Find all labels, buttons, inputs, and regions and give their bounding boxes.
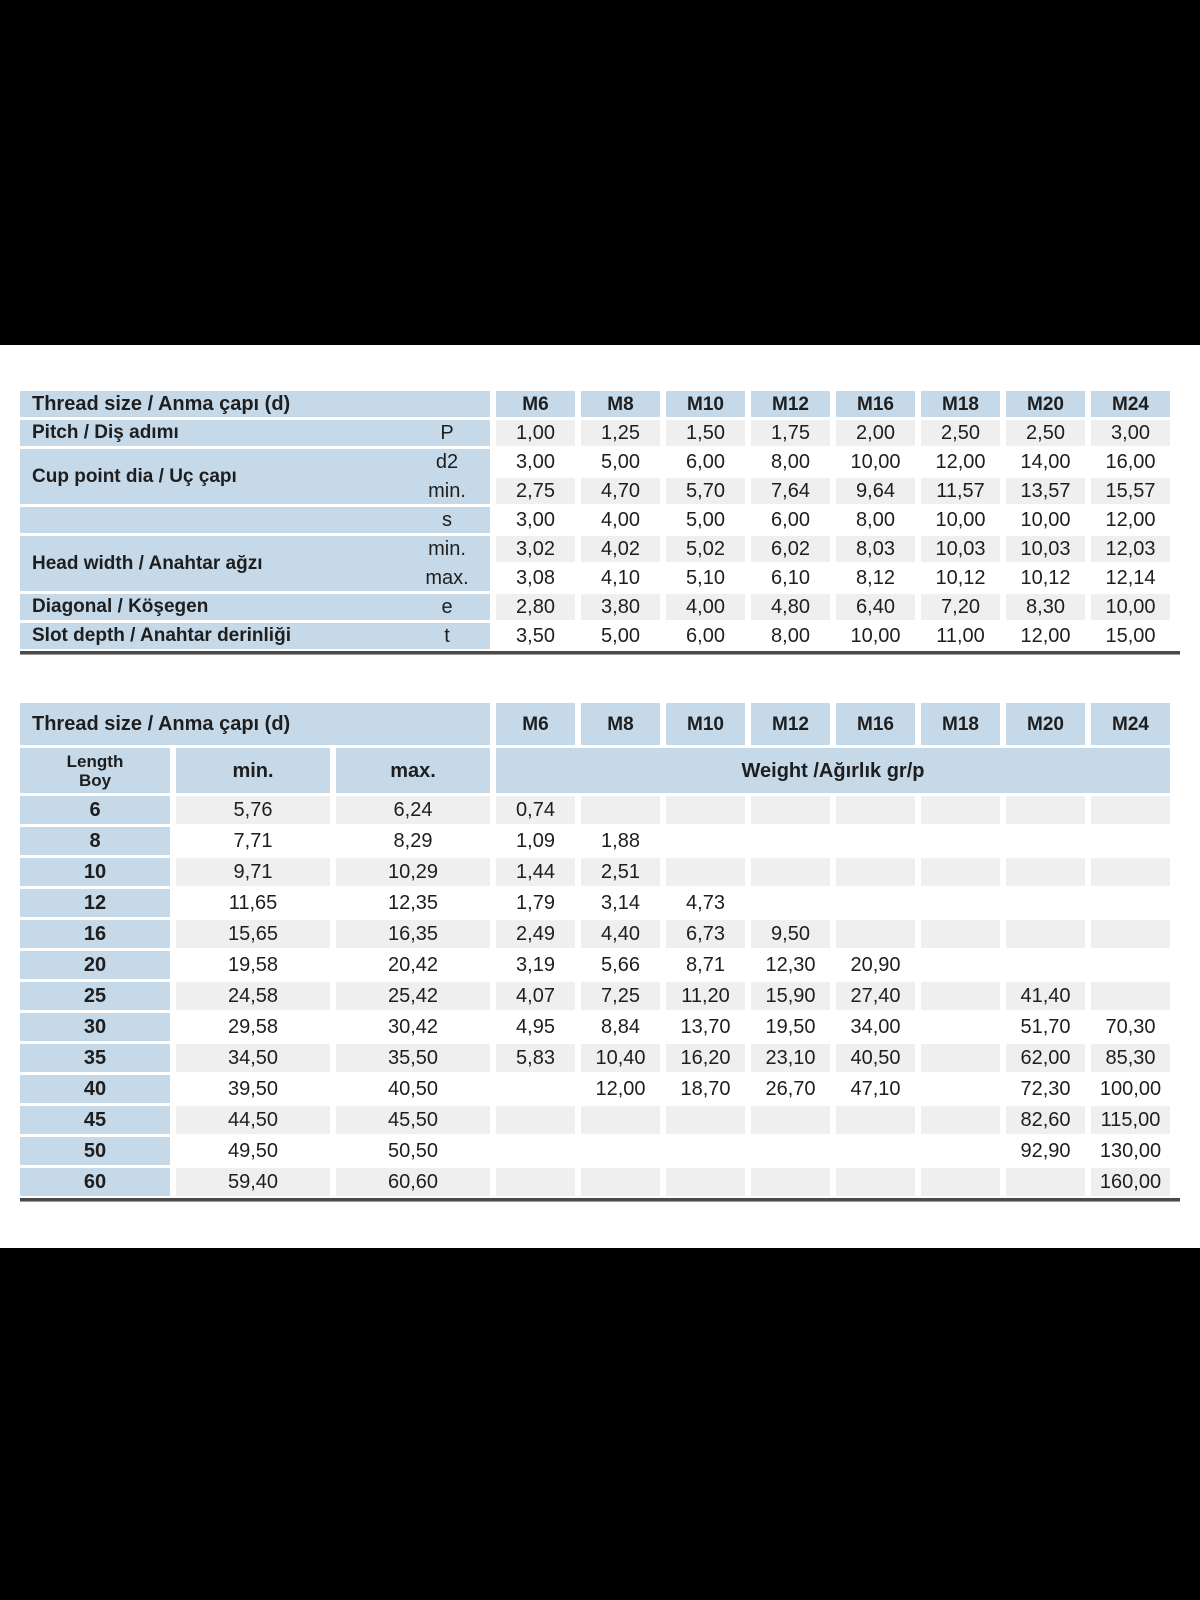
max-cell: 20,42	[336, 951, 490, 979]
length-cell: 40	[20, 1075, 170, 1103]
weight-cell	[921, 1106, 1000, 1134]
weight-cell: 13,70	[666, 1013, 745, 1041]
weight-cell: 3,19	[496, 951, 575, 979]
spec-value-cell: 15,57	[1091, 478, 1170, 504]
spec-value-cell: 10,03	[921, 536, 1000, 562]
weight-cell	[836, 1168, 915, 1196]
weight-cell: 115,00	[1091, 1106, 1170, 1134]
spec-value-cell: 6,00	[666, 449, 745, 475]
weight-cell: 41,40	[1006, 982, 1085, 1010]
size-column-header: M12	[751, 703, 830, 745]
size-column-header: M12	[751, 391, 830, 417]
spec-value-cell: 12,03	[1091, 536, 1170, 562]
spec-value-cell: 5,02	[666, 536, 745, 562]
weight-cell: 1,44	[496, 858, 575, 886]
spec-value-cell: 11,57	[921, 478, 1000, 504]
min-cell: 7,71	[176, 827, 330, 855]
size-column-header: M20	[1006, 703, 1085, 745]
weight-table-bottom-border	[20, 1198, 1180, 1202]
spec-value-cell: 2,50	[921, 420, 1000, 446]
weight-cell	[496, 1075, 575, 1103]
size-column-header: M10	[666, 703, 745, 745]
weight-cell: 1,79	[496, 889, 575, 917]
weight-cell	[1006, 796, 1085, 824]
max-cell: 8,29	[336, 827, 490, 855]
weight-cell	[1006, 1168, 1085, 1196]
weight-cell: 62,00	[1006, 1044, 1085, 1072]
weight-cell	[921, 1168, 1000, 1196]
max-column-header: max.	[336, 748, 490, 793]
spec-value-cell: 2,00	[836, 420, 915, 446]
weight-cell	[836, 1106, 915, 1134]
spec-value-cell: 4,02	[581, 536, 660, 562]
weight-table-section	[20, 703, 1180, 1202]
min-cell: 29,58	[176, 1013, 330, 1041]
length-cell: 50	[20, 1137, 170, 1165]
weight-cell	[496, 1137, 575, 1165]
weight-cell: 72,30	[1006, 1075, 1085, 1103]
spec-value-cell: 10,00	[836, 449, 915, 475]
weight-cell	[751, 1106, 830, 1134]
max-cell: 12,35	[336, 889, 490, 917]
weight-cell: 4,07	[496, 982, 575, 1010]
spec-value-cell: 3,00	[1091, 420, 1170, 446]
weight-cell	[496, 1106, 575, 1134]
weight-cell	[836, 796, 915, 824]
spec-value-cell: 2,50	[1006, 420, 1085, 446]
spec-value-cell: 6,00	[751, 507, 830, 533]
max-cell: 25,42	[336, 982, 490, 1010]
spec-table-bottom-border	[20, 651, 1180, 655]
weight-cell	[581, 1168, 660, 1196]
spec-row-label	[20, 507, 490, 533]
size-column-header: M8	[581, 703, 660, 745]
length-cell: 10	[20, 858, 170, 886]
spec-value-cell: 1,75	[751, 420, 830, 446]
size-column-header: M24	[1091, 391, 1170, 417]
min-cell: 11,65	[176, 889, 330, 917]
weight-cell: 15,90	[751, 982, 830, 1010]
weight-cell: 11,20	[666, 982, 745, 1010]
weight-cell	[1006, 858, 1085, 886]
spec-value-cell: 10,12	[921, 565, 1000, 591]
spec-value-cell: 3,00	[496, 449, 575, 475]
min-cell: 44,50	[176, 1106, 330, 1134]
weight-cell	[836, 1137, 915, 1165]
weight-cell	[751, 796, 830, 824]
spec-value-cell: 8,00	[751, 449, 830, 475]
size-column-header: M8	[581, 391, 660, 417]
weight-cell: 34,00	[836, 1013, 915, 1041]
spec-value-cell: 5,00	[581, 623, 660, 649]
spec-value-cell: 3,08	[496, 565, 575, 591]
spec-symbol-column	[404, 507, 490, 533]
spec-value-cell: 12,00	[1006, 623, 1085, 649]
spec-value-cell: 1,00	[496, 420, 575, 446]
spec-symbol: min.	[428, 537, 466, 560]
spec-table	[20, 391, 1180, 649]
min-cell: 5,76	[176, 796, 330, 824]
max-cell: 16,35	[336, 920, 490, 948]
weight-cell	[496, 1168, 575, 1196]
weight-cell: 10,40	[581, 1044, 660, 1072]
spec-value-cell: 7,20	[921, 594, 1000, 620]
weight-cell	[581, 796, 660, 824]
min-cell: 39,50	[176, 1075, 330, 1103]
length-header-line2: Boy	[78, 770, 112, 790]
spec-symbol-column	[404, 536, 490, 591]
spec-value-cell: 3,80	[581, 594, 660, 620]
weight-cell: 130,00	[1091, 1137, 1170, 1165]
spec-value-cell: 3,00	[496, 507, 575, 533]
weight-cell	[921, 889, 1000, 917]
weight-cell	[751, 827, 830, 855]
max-cell: 40,50	[336, 1075, 490, 1103]
spec-value-cell: 13,57	[1006, 478, 1085, 504]
spec-value-cell: 12,00	[1091, 507, 1170, 533]
weight-cell: 5,66	[581, 951, 660, 979]
weight-cell	[836, 920, 915, 948]
weight-cell	[751, 889, 830, 917]
weight-cell	[836, 827, 915, 855]
weight-cell: 2,51	[581, 858, 660, 886]
spec-value-cell: 10,00	[921, 507, 1000, 533]
spec-row-label	[20, 449, 490, 504]
min-cell: 49,50	[176, 1137, 330, 1165]
spec-value-cell: 4,80	[751, 594, 830, 620]
spec-value-cell: 16,00	[1091, 449, 1170, 475]
spec-value-cell: 12,00	[921, 449, 1000, 475]
spec-row-label	[20, 536, 490, 591]
spec-symbol: t	[444, 624, 450, 647]
weight-cell	[836, 889, 915, 917]
length-cell: 35	[20, 1044, 170, 1072]
size-column-header: M18	[921, 391, 1000, 417]
size-column-header: M10	[666, 391, 745, 417]
weight-cell	[581, 1106, 660, 1134]
weight-columns-header: Weight /Ağırlık gr/p	[496, 748, 1170, 793]
weight-cell: 0,74	[496, 796, 575, 824]
weight-cell	[921, 1013, 1000, 1041]
length-cell: 8	[20, 827, 170, 855]
weight-cell: 92,90	[1006, 1137, 1085, 1165]
weight-cell: 4,73	[666, 889, 745, 917]
spec-row-label-text: Head width / Anahtar ağzı	[32, 552, 263, 574]
spec-row-label	[20, 623, 490, 649]
length-cell: 20	[20, 951, 170, 979]
weight-cell	[666, 796, 745, 824]
weight-cell: 6,73	[666, 920, 745, 948]
weight-cell	[1091, 827, 1170, 855]
length-cell: 6	[20, 796, 170, 824]
weight-cell	[921, 858, 1000, 886]
max-cell: 50,50	[336, 1137, 490, 1165]
weight-cell: 20,90	[836, 951, 915, 979]
length-cell: 60	[20, 1168, 170, 1196]
max-cell: 60,60	[336, 1168, 490, 1196]
spec-value-cell: 6,00	[666, 623, 745, 649]
weight-cell	[1006, 951, 1085, 979]
spec-value-cell: 3,50	[496, 623, 575, 649]
spec-value-cell: 5,70	[666, 478, 745, 504]
weight-cell: 40,50	[836, 1044, 915, 1072]
spec-value-cell: 1,25	[581, 420, 660, 446]
weight-cell: 8,71	[666, 951, 745, 979]
spec-table-title: Thread size / Anma çapı (d)	[20, 391, 490, 417]
spec-row-label	[20, 594, 490, 620]
weight-cell	[1091, 982, 1170, 1010]
weight-cell: 27,40	[836, 982, 915, 1010]
weight-cell: 7,25	[581, 982, 660, 1010]
weight-cell: 18,70	[666, 1075, 745, 1103]
length-cell: 25	[20, 982, 170, 1010]
spec-symbol: e	[441, 595, 453, 618]
max-cell: 35,50	[336, 1044, 490, 1072]
weight-cell: 85,30	[1091, 1044, 1170, 1072]
weight-cell	[666, 858, 745, 886]
spec-value-cell: 1,50	[666, 420, 745, 446]
spec-value-cell: 4,10	[581, 565, 660, 591]
weight-cell: 9,50	[751, 920, 830, 948]
weight-cell	[1091, 858, 1170, 886]
weight-cell: 3,14	[581, 889, 660, 917]
spec-value-cell: 5,10	[666, 565, 745, 591]
spec-symbol: d2	[435, 450, 459, 473]
spec-value-cell: 4,00	[581, 507, 660, 533]
spec-row-label-text: Diagonal / Köşegen	[32, 596, 209, 617]
weight-cell	[836, 858, 915, 886]
weight-cell	[921, 1044, 1000, 1072]
weight-cell	[581, 1137, 660, 1165]
spec-value-cell: 12,14	[1091, 565, 1170, 591]
spec-value-cell: 2,75	[496, 478, 575, 504]
spec-value-cell: 6,10	[751, 565, 830, 591]
weight-cell: 12,00	[581, 1075, 660, 1103]
spec-value-cell: 4,00	[666, 594, 745, 620]
size-column-header: M16	[836, 703, 915, 745]
weight-cell: 23,10	[751, 1044, 830, 1072]
weight-cell: 1,88	[581, 827, 660, 855]
weight-cell	[921, 951, 1000, 979]
spec-value-cell: 8,30	[1006, 594, 1085, 620]
spec-value-cell: 10,12	[1006, 565, 1085, 591]
weight-cell: 160,00	[1091, 1168, 1170, 1196]
weight-cell: 16,20	[666, 1044, 745, 1072]
spec-value-cell: 3,02	[496, 536, 575, 562]
top-letterbox	[0, 0, 1200, 345]
spec-value-cell: 7,64	[751, 478, 830, 504]
weight-cell: 8,84	[581, 1013, 660, 1041]
weight-cell: 1,09	[496, 827, 575, 855]
weight-cell	[921, 982, 1000, 1010]
weight-cell: 51,70	[1006, 1013, 1085, 1041]
weight-cell: 82,60	[1006, 1106, 1085, 1134]
weight-cell	[751, 858, 830, 886]
max-cell: 30,42	[336, 1013, 490, 1041]
weight-cell	[921, 796, 1000, 824]
spec-value-cell: 5,00	[581, 449, 660, 475]
spec-value-cell: 10,03	[1006, 536, 1085, 562]
weight-cell	[921, 1075, 1000, 1103]
size-column-header: M18	[921, 703, 1000, 745]
length-cell: 45	[20, 1106, 170, 1134]
size-column-header: M16	[836, 391, 915, 417]
spec-value-cell: 4,70	[581, 478, 660, 504]
length-cell: 12	[20, 889, 170, 917]
max-cell: 10,29	[336, 858, 490, 886]
weight-cell	[1006, 827, 1085, 855]
size-column-header: M20	[1006, 391, 1085, 417]
weight-cell	[921, 827, 1000, 855]
weight-cell	[921, 1137, 1000, 1165]
spec-symbol: s	[442, 508, 452, 531]
weight-table-title: Thread size / Anma çapı (d)	[20, 703, 490, 745]
weight-cell: 100,00	[1091, 1075, 1170, 1103]
weight-cell: 5,83	[496, 1044, 575, 1072]
min-cell: 24,58	[176, 982, 330, 1010]
spec-value-cell: 2,80	[496, 594, 575, 620]
size-column-header: M6	[496, 391, 575, 417]
spec-row-label-text: Slot depth / Anahtar derinliği	[32, 625, 291, 646]
weight-cell	[1091, 951, 1170, 979]
weight-cell	[666, 1106, 745, 1134]
min-cell: 19,58	[176, 951, 330, 979]
length-cell: 16	[20, 920, 170, 948]
weight-cell	[1091, 796, 1170, 824]
spec-value-cell: 10,00	[1091, 594, 1170, 620]
weight-cell: 26,70	[751, 1075, 830, 1103]
size-column-header: M24	[1091, 703, 1170, 745]
spec-row-label-text: Pitch / Diş adımı	[32, 422, 179, 443]
min-cell: 59,40	[176, 1168, 330, 1196]
spec-value-cell: 10,00	[1006, 507, 1085, 533]
weight-cell	[666, 1168, 745, 1196]
length-column-header	[20, 748, 170, 793]
size-column-header: M6	[496, 703, 575, 745]
spec-row-label-text: Cup point dia / Uç çapı	[32, 465, 237, 487]
weight-cell	[1091, 889, 1170, 917]
spec-value-cell: 9,64	[836, 478, 915, 504]
weight-cell: 70,30	[1091, 1013, 1170, 1041]
spec-value-cell: 8,03	[836, 536, 915, 562]
weight-table	[20, 703, 1180, 1196]
weight-cell	[1006, 889, 1085, 917]
spec-value-cell: 11,00	[921, 623, 1000, 649]
spec-value-cell: 5,00	[666, 507, 745, 533]
min-cell: 15,65	[176, 920, 330, 948]
spec-value-cell: 14,00	[1006, 449, 1085, 475]
weight-cell: 47,10	[836, 1075, 915, 1103]
spec-value-cell: 8,12	[836, 565, 915, 591]
weight-cell	[751, 1137, 830, 1165]
weight-cell	[666, 1137, 745, 1165]
weight-cell: 4,40	[581, 920, 660, 948]
spec-value-cell: 6,40	[836, 594, 915, 620]
min-column-header: min.	[176, 748, 330, 793]
spec-symbol: P	[440, 421, 454, 444]
spec-symbol-column	[404, 420, 490, 446]
weight-cell: 4,95	[496, 1013, 575, 1041]
spec-table-section	[20, 391, 1180, 655]
spec-symbol-column	[404, 594, 490, 620]
weight-cell	[666, 827, 745, 855]
min-cell: 34,50	[176, 1044, 330, 1072]
length-cell: 30	[20, 1013, 170, 1041]
spec-value-cell: 10,00	[836, 623, 915, 649]
spec-value-cell: 15,00	[1091, 623, 1170, 649]
weight-cell: 19,50	[751, 1013, 830, 1041]
spec-row-label	[20, 420, 490, 446]
weight-cell	[921, 920, 1000, 948]
spec-symbol: max.	[425, 566, 469, 589]
spec-value-cell: 6,02	[751, 536, 830, 562]
spec-symbol-column	[404, 449, 490, 504]
bottom-letterbox	[0, 1248, 1200, 1600]
weight-cell	[1091, 920, 1170, 948]
page-content	[0, 345, 1200, 1248]
weight-cell: 12,30	[751, 951, 830, 979]
weight-cell: 2,49	[496, 920, 575, 948]
weight-cell	[751, 1168, 830, 1196]
weight-cell	[1006, 920, 1085, 948]
spec-symbol: min.	[428, 479, 466, 502]
spec-symbol-column	[404, 623, 490, 649]
min-cell: 9,71	[176, 858, 330, 886]
spec-value-cell: 8,00	[836, 507, 915, 533]
max-cell: 6,24	[336, 796, 490, 824]
max-cell: 45,50	[336, 1106, 490, 1134]
length-header-line1: Length	[66, 751, 124, 771]
spec-value-cell: 8,00	[751, 623, 830, 649]
